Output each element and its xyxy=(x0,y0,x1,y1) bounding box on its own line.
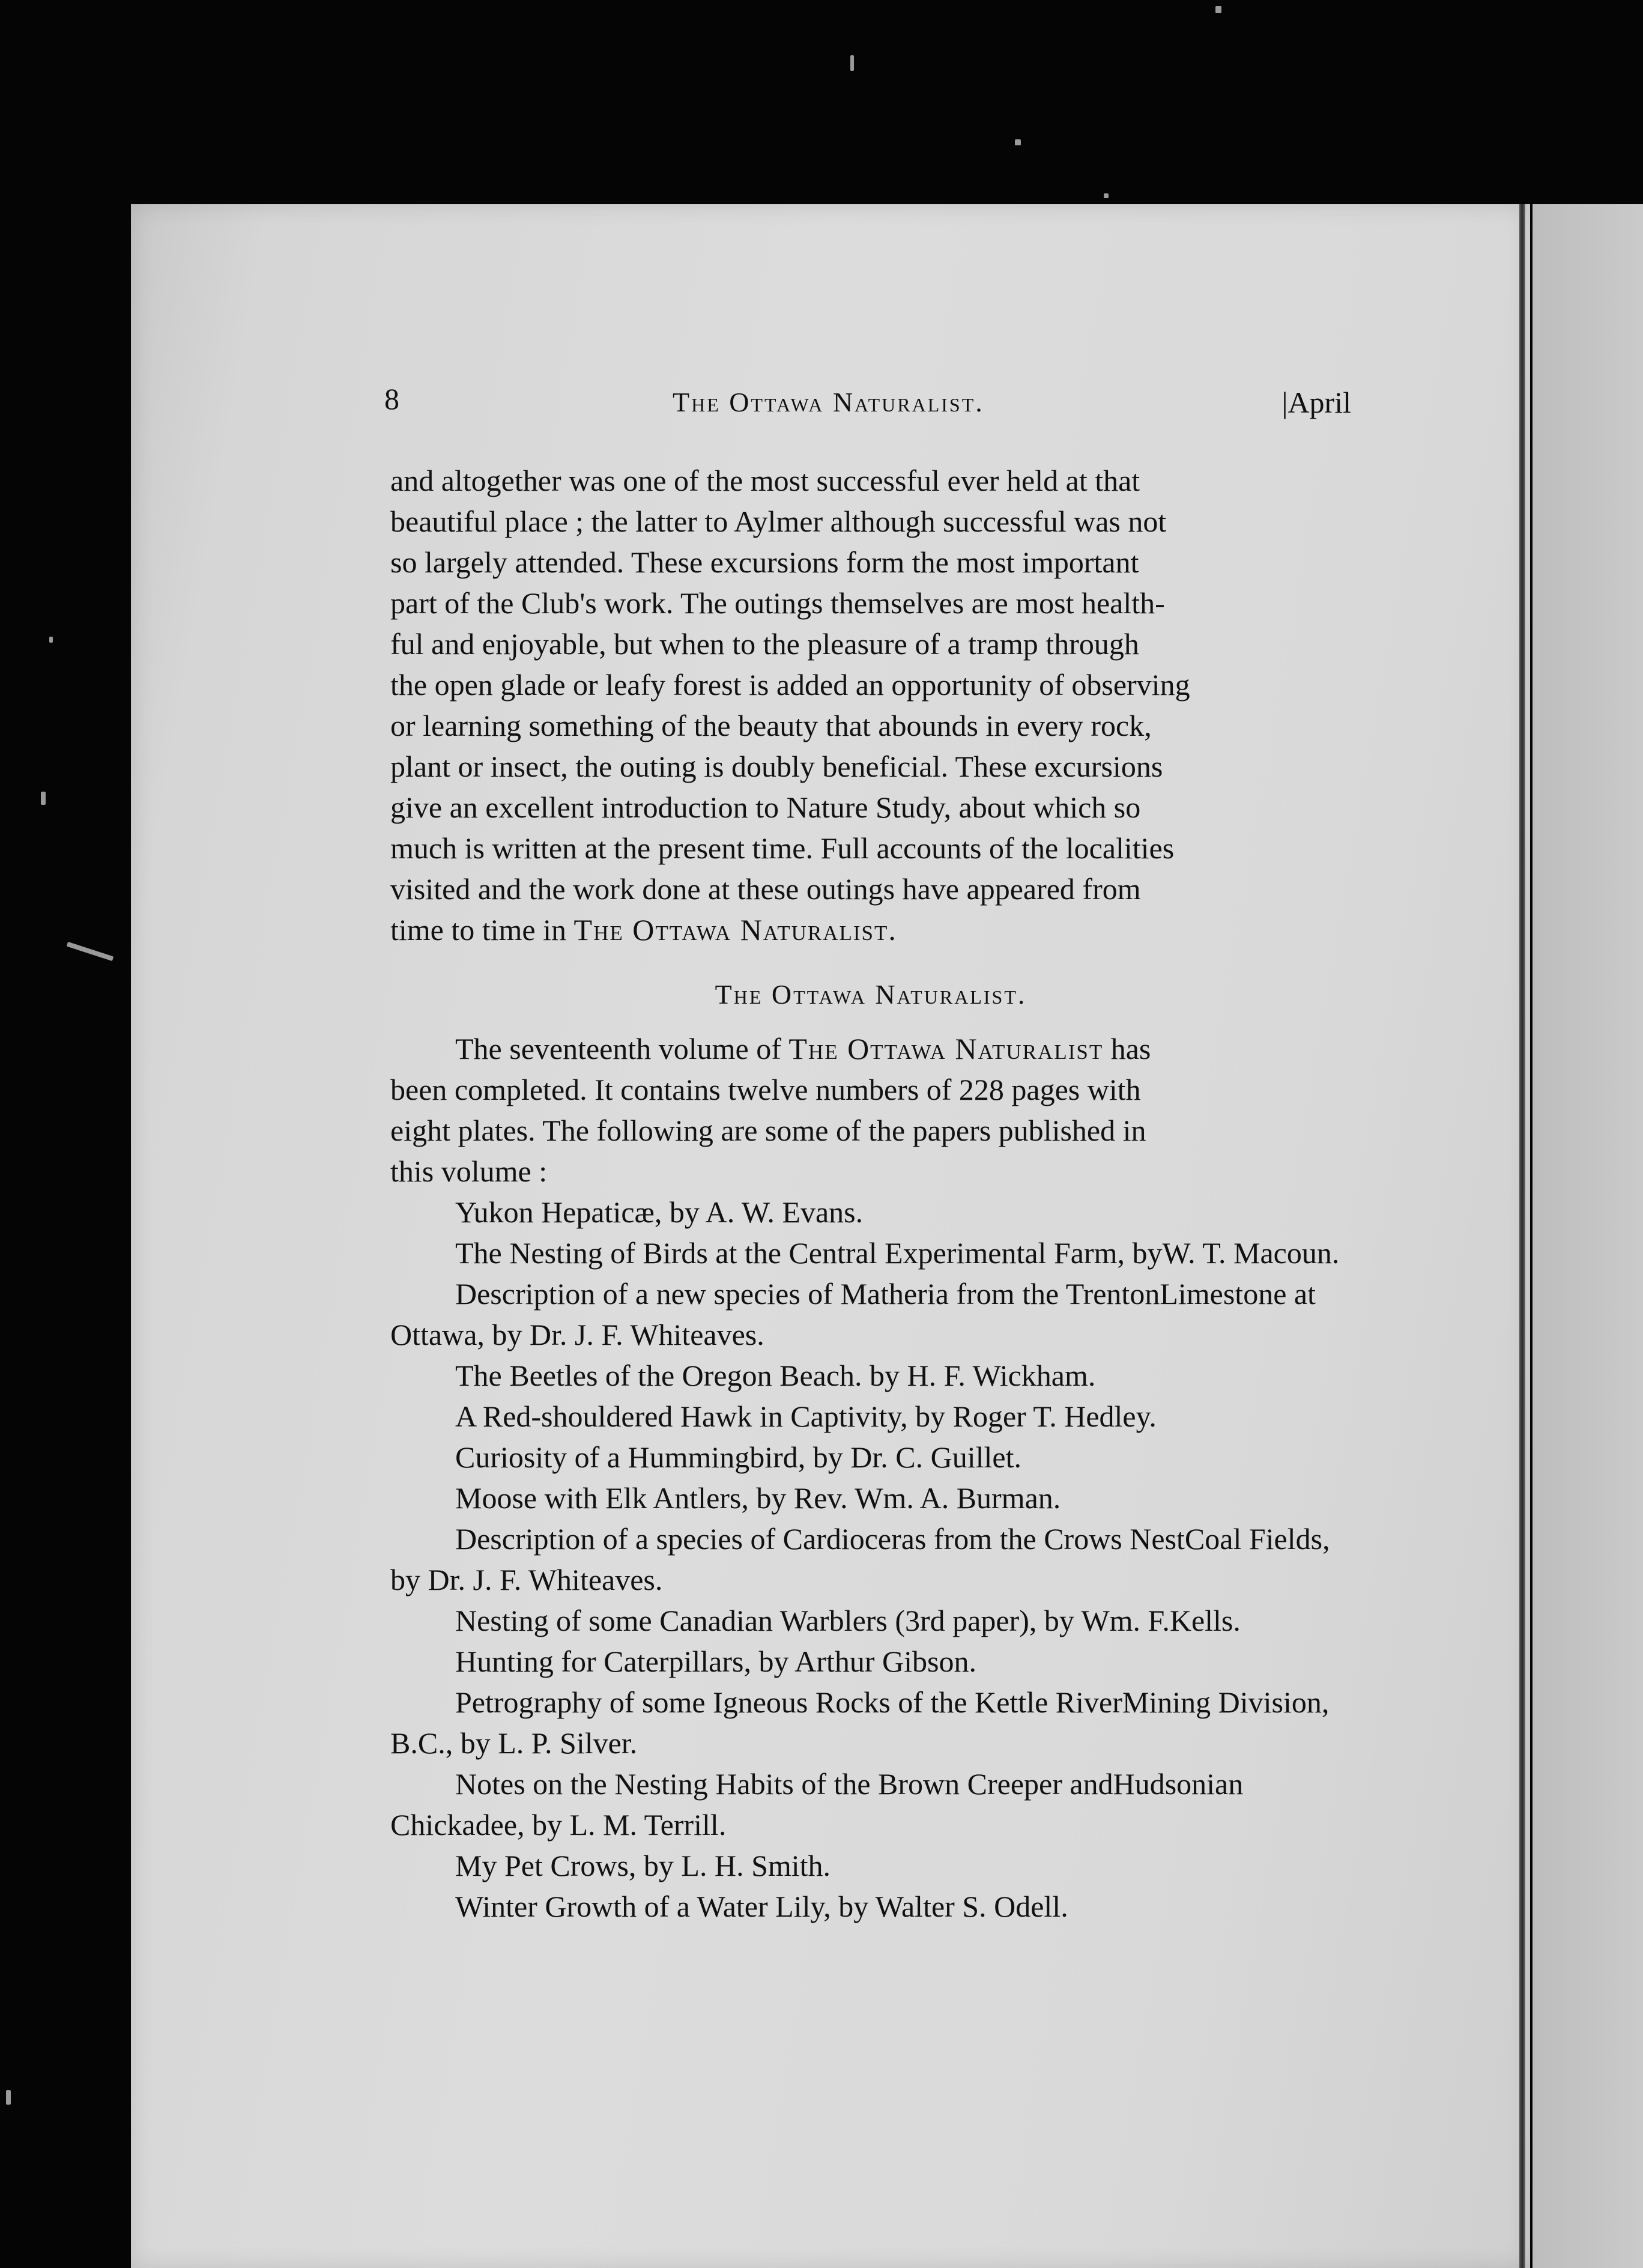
journal-name: The Ottawa Naturalist xyxy=(788,1032,1104,1066)
text-line: give an excellent introduction to Nature Study, about which so xyxy=(390,790,1141,824)
section-first-line-suffix: has xyxy=(1103,1032,1151,1066)
paper-title-line: A Red-shouldered Hawk in Captivity, by Roger T. Hedley. xyxy=(455,1399,1157,1433)
paper-title-line: Moose with Elk Antlers, by Rev. Wm. A. Burman. xyxy=(455,1481,1061,1515)
paper-continuation-line: Coal Fields, by Dr. J. F. Whiteaves. xyxy=(390,1522,1330,1596)
paper-title-line: Petrography of some Igneous Rocks of the Kettle River xyxy=(455,1685,1122,1719)
paper-title-line: Winter Growth of a Water Lily, by Walter S. Odell. xyxy=(455,1890,1068,1923)
section-lines xyxy=(390,1069,1351,1192)
papers-list xyxy=(390,1192,1351,1927)
journal-name: The Ottawa Naturalist. xyxy=(573,913,897,947)
paper-continuation-line: Hudsonian Chickadee, by L. M. Terrill. xyxy=(390,1767,1244,1842)
paper-list-item xyxy=(390,1273,1351,1355)
paper-list-item xyxy=(390,1682,1351,1763)
text-line: the open glade or leafy forest is added an opportunity of observing xyxy=(390,668,1190,702)
background-speck xyxy=(1215,6,1221,13)
text-line: beautiful place ; the latter to Aylmer although successful was not xyxy=(390,505,1167,538)
paper-list-item xyxy=(390,1763,1351,1845)
text-line: part of the Club's work. The outings themselves are most health- xyxy=(390,586,1165,620)
text-line: or learning something of the beauty that abounds in every rock, xyxy=(390,709,1152,742)
intro-last-line-text: time to time in xyxy=(390,913,574,947)
paper-continuation-line: Kells. xyxy=(1169,1604,1241,1637)
paper-continuation-line: W. T. Macoun. xyxy=(1162,1236,1340,1270)
paper-list-item xyxy=(390,1437,1351,1478)
paper-list-item xyxy=(390,1478,1351,1518)
paper-list-item xyxy=(390,1396,1351,1437)
text-line: and altogether was one of the most successful ever held at that xyxy=(390,464,1140,497)
paper-list-item xyxy=(390,1233,1351,1273)
running-month: |April xyxy=(1281,386,1351,419)
paper-title-line: My Pet Crows, by L. H. Smith. xyxy=(455,1849,831,1882)
paper-list-item xyxy=(390,1192,1351,1233)
background-speck xyxy=(41,792,46,805)
background-speck xyxy=(1104,193,1109,198)
paper-title-line: Curiosity of a Hummingbird, by Dr. C. Guillet. xyxy=(455,1440,1022,1474)
text-line: plant or insect, the outing is doubly beneficial. These excursions xyxy=(390,750,1163,783)
paper-title-line: Description of a species of Cardioceras from the Crows Nest xyxy=(455,1522,1185,1556)
intro-last-line xyxy=(390,909,1351,950)
paper-title-line: Yukon Hepaticæ, by A. W. Evans. xyxy=(455,1195,864,1229)
paper-list-item xyxy=(390,1600,1351,1641)
background-speck xyxy=(1015,139,1021,145)
section-first-line xyxy=(390,1028,1351,1069)
paper-list-item xyxy=(390,1518,1351,1600)
paper-title-line: The Beetles of the Oregon Beach. by H. F. Wickham. xyxy=(455,1359,1096,1392)
running-title: The Ottawa Naturalist. xyxy=(673,387,984,417)
paper-list-item xyxy=(390,1355,1351,1396)
paper-continuation-line: Mining Division, B.C., by L. P. Silver. xyxy=(390,1685,1330,1760)
text-line: been completed. It contains twelve numbers of 228 pages with xyxy=(390,1073,1141,1106)
section-title: The Ottawa Naturalist. xyxy=(715,979,1027,1010)
paper-continuation-line: Limestone at Ottawa, by Dr. J. F. Whiteaves. xyxy=(390,1277,1316,1351)
text-line: visited and the work done at these outings have appeared from xyxy=(390,872,1141,906)
page-header xyxy=(384,378,1351,426)
paper-title-line: Description of a new species of Matheria from the Trenton xyxy=(455,1277,1160,1311)
section-paragraph xyxy=(390,1028,1351,1927)
paper-list-item xyxy=(390,1641,1351,1682)
paper-title-line: Hunting for Caterpillars, by Arthur Gibson. xyxy=(455,1645,976,1678)
paper-title-line: Notes on the Nesting Habits of the Brown Creeper and xyxy=(455,1767,1113,1801)
background-speck xyxy=(49,637,53,643)
page-number: 8 xyxy=(384,382,399,416)
text-line: much is written at the present time. Full accounts of the localities xyxy=(390,831,1175,865)
paper-list-item xyxy=(390,1886,1351,1927)
intro-lines xyxy=(390,460,1351,909)
page-gutter xyxy=(1519,204,1525,2268)
adjacent-page-edge xyxy=(1533,204,1643,2268)
paper-title-line: Nesting of some Canadian Warblers (3rd paper), by Wm. F. xyxy=(455,1604,1170,1637)
text-line: this volume : xyxy=(390,1154,548,1188)
text-line: so largely attended. These excursions form the most important xyxy=(390,545,1139,579)
text-line: eight plates. The following are some of the papers published in xyxy=(390,1114,1146,1147)
paper-title-line: The Nesting of Birds at the Central Experimental Farm, by xyxy=(455,1236,1163,1270)
paper-list-item xyxy=(390,1845,1351,1886)
background-speck xyxy=(850,55,854,71)
text-line: ful and enjoyable, but when to the pleasure of a tramp through xyxy=(390,627,1139,661)
intro-paragraph xyxy=(390,460,1351,950)
section-first-line-text: The seventeenth volume of xyxy=(455,1032,789,1066)
background-speck xyxy=(6,2090,11,2105)
